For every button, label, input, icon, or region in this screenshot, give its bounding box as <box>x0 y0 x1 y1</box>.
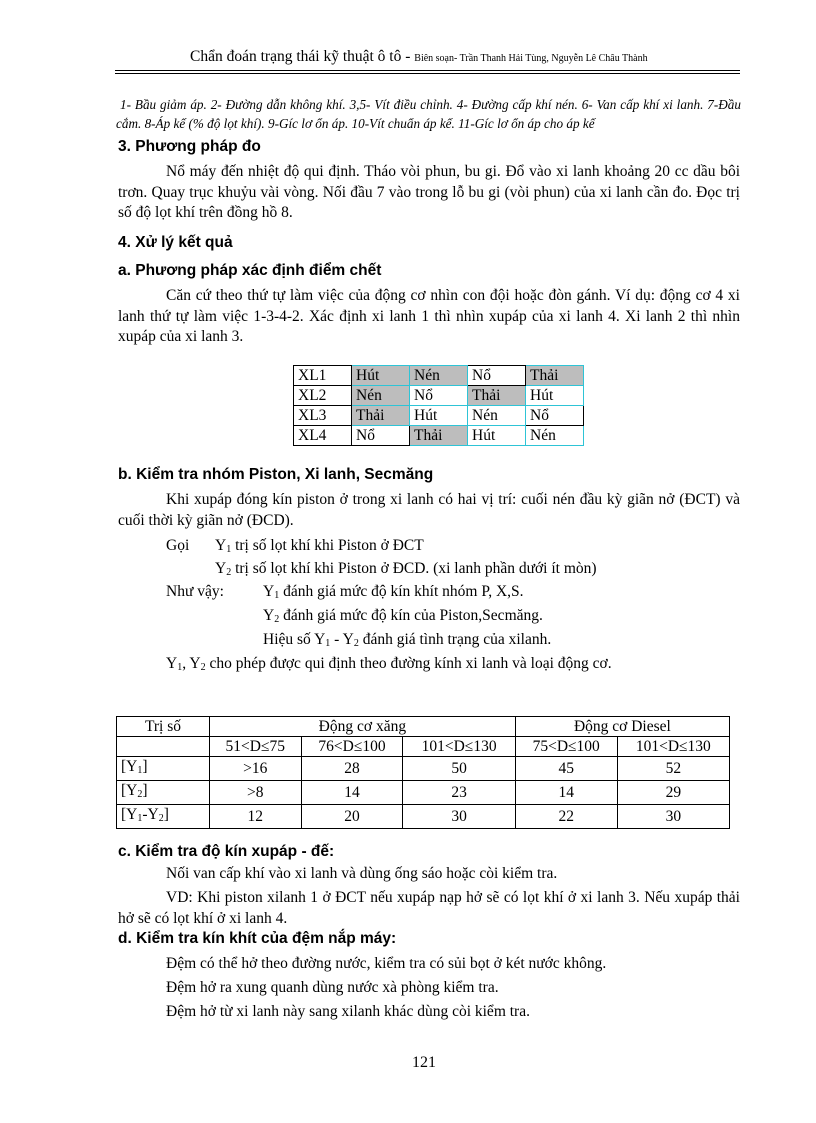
cell: 29 <box>617 781 729 805</box>
table-row <box>294 366 584 386</box>
table-row <box>294 406 584 426</box>
header-cell: 101<D≤130 <box>403 737 515 757</box>
table-row <box>117 737 730 757</box>
figure-legend: 1- Bầu giảm áp. 2- Đường dẫn không khí. 3,5- Vít điều chỉnh. 4- Đường cấp khí nén. 6- Van cấp khí xi lanh. 7-Đầu cắm. 8-Áp kế (% độ lọt khí). 9-Gíc lơ ổn áp. 10-Vít chuẩn áp kế. 11-Gíc lơ ổn áp cho áp kế <box>116 97 741 131</box>
cell: Nén <box>352 386 410 406</box>
cell: 14 <box>515 781 617 805</box>
header-cell: Động cơ Diesel <box>515 717 729 737</box>
header-cell: 101<D≤130 <box>617 737 729 757</box>
y2-definition: $Y_2$ trị số lọt khí khi Piston ở ĐCD. (xi lanh phần dưới ít mòn) <box>215 560 597 578</box>
cell: Thải <box>352 406 410 426</box>
section-b-heading: b. Kiểm tra nhóm Piston, Xi lanh, Secmăng <box>118 466 434 483</box>
nhu-vay-label: Như vậy: <box>166 583 224 600</box>
section-c-line1: Nối van cấp khí vào xi lanh và dùng ống sáo hoặc còi kiểm tra. <box>166 865 558 882</box>
cell <box>117 737 210 757</box>
cell: 20 <box>301 805 403 829</box>
leakage-values-table <box>116 716 730 829</box>
cell: Thải <box>468 386 526 406</box>
page-number: 121 <box>412 1054 436 1071</box>
section-d-line2: Đệm hở ra xung quanh dùng nước xà phòng kiểm tra. <box>166 979 499 996</box>
table-row <box>117 717 730 737</box>
y1-evaluation: $Y_1$ đánh giá mức độ kín khít nhóm P, X,S. <box>263 583 524 601</box>
section-a-heading: a. Phương pháp xác định điểm chết <box>118 262 382 279</box>
cell: Hút <box>468 426 526 446</box>
header-authors: Biên soạn- Trần Thanh Hải Tùng, Nguyễn Lê Châu Thành <box>414 53 648 64</box>
cell: 12 <box>210 805 302 829</box>
y2-evaluation: $Y_2$ đánh giá mức độ kín của Piston,Secmăng. <box>263 607 543 625</box>
stroke-cycle-table <box>293 365 584 446</box>
header-title: Chẩn đoán trạng thái kỹ thuật ô tô - <box>190 48 411 65</box>
cell: Nổ <box>410 386 468 406</box>
table-row <box>117 757 730 781</box>
cell: 45 <box>515 757 617 781</box>
cell: Nổ <box>468 366 526 386</box>
header-cell: 76<D≤100 <box>301 737 403 757</box>
cell: XL4 <box>294 426 352 446</box>
cell: 52 <box>617 757 729 781</box>
allowed-values-note: $Y_1$, $Y_2$ cho phép được qui định theo đường kính xi lanh và loại động cơ. <box>166 655 612 673</box>
cell: Nén <box>526 426 584 446</box>
section-3-text: Nổ máy đến nhiệt độ qui định. Tháo vòi phun, bu gi. Đổ vào xi lanh khoảng 20 cc dầu bôi trơn. Quay trục khuỷu vài vòng. Nối đầu 7 vào trong lỗ bu gi (vòi phun) của xi lanh cần đo. Đọc trị số độ lọt khí trên đồng hồ 8. <box>118 163 740 221</box>
section-d-line1: Đệm có thể hở theo đường nước, kiểm tra có sủi bọt ở két nước không. <box>166 955 607 972</box>
cell: Hút <box>526 386 584 406</box>
section-a-text: Căn cứ theo thứ tự làm việc của động cơ nhìn con đội hoặc đòn gánh. Ví dụ: động cơ 4 xi lanh thứ tự làm việc 1-3-4-2. Xác định xi lanh 1 thì nhìn xupáp của xi lanh 4. Xi lanh 2 thì nhìn xupáp của xi lanh 3. <box>118 287 740 345</box>
cell: 23 <box>403 781 515 805</box>
page-header <box>190 48 648 66</box>
row-label: $[Y_2]$ <box>117 781 210 805</box>
cell: Nén <box>468 406 526 426</box>
cell: >16 <box>210 757 302 781</box>
cell: Thải <box>526 366 584 386</box>
table-row <box>294 426 584 446</box>
table-row <box>117 805 730 829</box>
cell: Nén <box>410 366 468 386</box>
section-d-heading: d. Kiểm tra kín khít của đệm nắp máy: <box>118 930 397 947</box>
cell: 30 <box>617 805 729 829</box>
cell: 30 <box>403 805 515 829</box>
cell: Nổ <box>526 406 584 426</box>
difference-evaluation: Hiệu số $Y_1 - Y_2$ đánh giá tình trạng của xilanh. <box>263 631 552 649</box>
row-label: $[Y_1-Y_2]$ <box>117 805 210 829</box>
cell: >8 <box>210 781 302 805</box>
y1-definition: $Y_1$ trị số lọt khí khi Piston ở ĐCT <box>215 537 424 555</box>
cell: Hút <box>352 366 410 386</box>
cell: Thải <box>410 426 468 446</box>
header-cell: Động cơ xăng <box>210 717 516 737</box>
section-d-line3: Đệm hở từ xi lanh này sang xilanh khác dùng còi kiểm tra. <box>166 1003 530 1020</box>
header-cell: 51<D≤75 <box>210 737 302 757</box>
header-rule <box>115 70 740 74</box>
header-cell: Trị số <box>117 717 210 737</box>
section-c-line2: VD: Khi piston xilanh 1 ở ĐCT nếu xupáp nạp hở sẽ có lọt khí ở xi lanh 3. Nếu xupáp thải hở sẽ có lọt khí ở xi lanh 4. <box>118 889 740 927</box>
header-cell: 75<D≤100 <box>515 737 617 757</box>
cell: XL2 <box>294 386 352 406</box>
cell: 14 <box>301 781 403 805</box>
table-row <box>294 386 584 406</box>
cell: XL3 <box>294 406 352 426</box>
cell: Nổ <box>352 426 410 446</box>
section-4-heading: 4. Xử lý kết quả <box>118 234 233 251</box>
section-b-text: Khi xupáp đóng kín piston ở trong xi lanh có hai vị trí: cuối nén đầu kỳ giãn nở (ĐCT) và cuối thời kỳ giãn nở (ĐCD). <box>118 491 740 529</box>
cell: 50 <box>403 757 515 781</box>
row-label: $[Y_1]$ <box>117 757 210 781</box>
section-c-heading: c. Kiểm tra độ kín xupáp - đế: <box>118 843 335 860</box>
section-3-heading: 3. Phương pháp đo <box>118 138 261 155</box>
cell: 22 <box>515 805 617 829</box>
cell: Hút <box>410 406 468 426</box>
cell: XL1 <box>294 366 352 386</box>
goi-label: Gọi <box>166 537 190 554</box>
table-row <box>117 781 730 805</box>
cell: 28 <box>301 757 403 781</box>
